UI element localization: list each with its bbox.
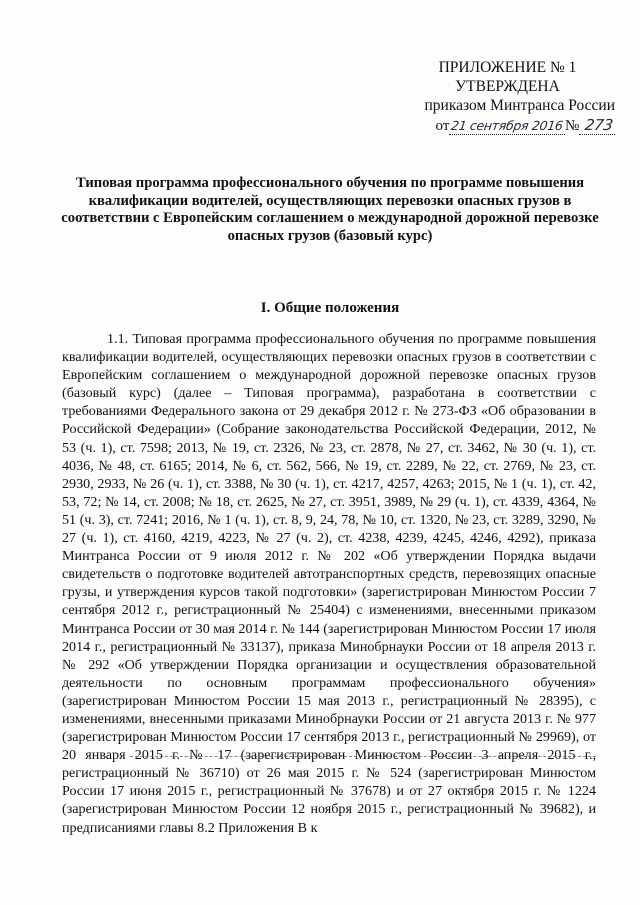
number-label: №	[564, 118, 580, 134]
paragraph-1-1: 1.1. Типовая программа профессионального обучения по программе повышения квалификации водителей, осуществляющих перевозки опасных грузов в соответствии с Европейским соглашением о международной дорожной перевозке опасных грузов (базовый курс) (далее – Типовая программа), разработана в соответствии с требованиями Федерального закона от 29 декабря 2012 г. № 273-ФЗ «Об образовании в Российской Федерации» (Собрание законодательства Российской Федерации, 2012, № 53 (ч. 1), ст. 7598; 2013, № 19, ст. 2326, № 23, ст. 2878, № 27, ст. 3462, № 30 (ч. 1), ст. 4036, № 48, ст. 6165; 2014, № 6, ст. 562, 566, № 19, ст. 2289, № 22, ст. 2769, № 23, ст. 2930, 2933, № 26 (ч. 1), ст. 3388, № 30 (ч. 1), ст. 4217, 4257, 4263; 2015, № 1 (ч. 1), ст. 42, 53, 72; № 14, ст. 2008; № 18, ст. 2625, № 27, ст. 3951, 3989, № 29 (ч. 1), ст. 4339, 4364, № 51 (ч. 3), ст. 7241; 2016, № 1 (ч. 1), ст. 8, 9, 24, 78, № 10, ст. 1320, № 23, ст. 3289, 3290, № 27 (ч. 1), ст. 4160, 4219, 4223, № 27 (ч. 2), ст. 4238, 4239, 4245, 4246, 4292), приказа Минтранса России от 9 июля 2012 г. № 202 «Об утверждении Порядка выдачи свидетельств о подготовке водителей автотранспортных средств, перевозящих опасные грузы, и утверждения курсов такой подготовки» (зарегистрирован Минюстом России 7 сентября 2012 г., регистрационный № 25404) с изменениями, внесенными приказом Минтранса России от 30 мая 2014 г. № 144 (зарегистрирован Минюстом России 17 июля 2014 г., регистрационный № 33137), приказа Минобрнауки России от 18 апреля 2013 г. № 292 «Об утверждении Порядка организации и осуществления образовательной деятельности по основным программам профессионального обучения» (зарегистрирован Минюстом России 15 мая 2013 г., регистрационный № 28395), с изменениями, внесенными приказами Минобрнауки России от 21 августа 2013 г. № 977 (зарегистрирован Минюстом России 17 сентября 2013 г., регистрационный № 29969), от 20 января 2015 г. № 17 (зарегистрирован Минюстом России 3 апреля 2015 г., регистрационный № 36710) от 26 мая 2015 г. № 524 (зарегистрирован Минюстом России 17 июня 2015 г., регистрационный № 37678) и от 27 октября 2015 г. № 1224 (зарегистрирован Минюстом России 12 ноября 2015 г., регистрационный № 39682), и предписаниями главы 8.2 Приложения В к	[62, 331, 596, 836]
handwritten-date: 21 сентября 2016	[450, 118, 565, 133]
scan-artifact-line	[130, 756, 596, 758]
document-title: Типовая программа профессионального обучения по программе повышения квалификации водителей, осуществляющих перевозки опасных грузов в соответствии с Европейским соглашением о международной дорожной перевозке опасных грузов (базовый курс)	[61, 175, 599, 244]
order-line: приказом Минтранса России	[424, 97, 615, 114]
appendix-block	[400, 58, 615, 136]
section-heading: I. Общие положения	[260, 300, 400, 316]
date-prefix: от	[435, 118, 450, 134]
order-date-line	[400, 115, 615, 136]
handwritten-number: 273	[584, 116, 615, 134]
appendix-label: ПРИЛОЖЕНИЕ № 1	[438, 59, 577, 76]
approved-label: УТВЕРЖДЕНА	[455, 78, 560, 95]
